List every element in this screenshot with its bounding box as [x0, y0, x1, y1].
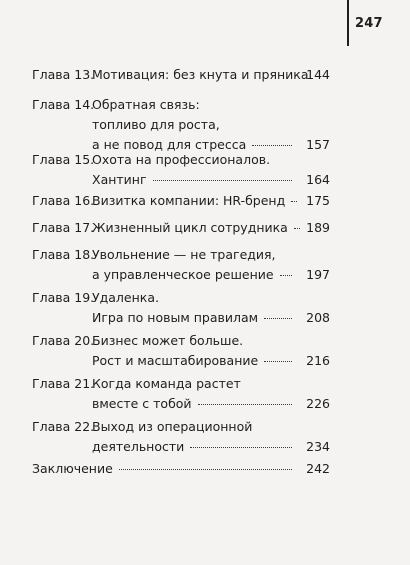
chapter-title-text: Хантинг [92, 172, 147, 187]
page-reference: 242 [306, 461, 330, 476]
chapter-title-line [92, 352, 298, 370]
chapter-title-text: топливо для роста, [92, 117, 220, 132]
chapter-title-text: Рост и масштабирование [92, 353, 259, 368]
chapter-title-line [92, 395, 298, 413]
page-number: 247 [355, 16, 383, 31]
page-reference: 175 [306, 193, 330, 208]
page-reference: 234 [306, 439, 330, 454]
dot-leader [264, 318, 292, 319]
page-reference: 226 [306, 396, 330, 411]
chapter-title-text: Жизненный цикл сотрудника [92, 220, 288, 235]
dot-leader [264, 361, 292, 362]
chapter-title-line [92, 192, 298, 210]
chapter-title-line [92, 332, 330, 350]
page-reference: 197 [306, 267, 330, 282]
chapter-label: Глава 20. [32, 333, 95, 348]
chapter-title-text: Визитка компании: HR-бренд [92, 193, 286, 208]
chapter-title-line [92, 219, 298, 237]
chapter-title-text: вместе с тобой [92, 396, 192, 411]
page-reference: 164 [306, 172, 330, 187]
chapter-title-line [92, 289, 330, 307]
chapter-title-line [92, 309, 298, 327]
dot-leader [294, 228, 300, 229]
chapter-title-line [32, 460, 298, 478]
page-reference: 144 [306, 67, 330, 82]
chapter-title-text: Когда команда растет [92, 376, 241, 391]
chapter-label: Глава 17. [32, 220, 95, 235]
chapter-title-text: Бизнес может больше. [92, 333, 244, 348]
chapter-title-text: деятельности [92, 439, 185, 454]
chapter-title-line [92, 438, 298, 456]
chapter-label: Глава 19. [32, 290, 95, 305]
chapter-title-line [92, 171, 298, 189]
chapter-title-line [92, 246, 330, 264]
chapter-title-text: Обратная связь: [92, 97, 200, 112]
dot-leader [153, 180, 292, 181]
chapter-label: Глава 16. [32, 193, 95, 208]
chapter-title-text: а управленческое решение [92, 267, 274, 282]
chapter-title-text: Охота на профессионалов. [92, 152, 271, 167]
dot-leader [291, 201, 297, 202]
chapter-title-line [92, 418, 330, 436]
chapter-title-text: Увольнение — не трагедия, [92, 247, 276, 262]
chapter-label: Глава 21. [32, 376, 95, 391]
chapter-label: Глава 18. [32, 247, 95, 262]
chapter-title-text: Мотивация: без кнута и пряника [92, 67, 309, 82]
chapter-title-text: Игра по новым правилам [92, 310, 259, 325]
chapter-label: Глава 22. [32, 419, 95, 434]
dot-leader [198, 404, 292, 405]
chapter-title-text: Выход из операционной [92, 419, 253, 434]
chapter-label: Глава 15. [32, 152, 95, 167]
chapter-title-line [92, 266, 298, 284]
dot-leader [119, 469, 292, 470]
chapter-label: Глава 14. [32, 97, 95, 112]
chapter-title-text: Удаленка. [92, 290, 159, 305]
chapter-title-line [92, 116, 330, 134]
page-reference: 157 [306, 137, 330, 152]
dot-leader [190, 447, 292, 448]
chapter-title-line [92, 151, 330, 169]
chapter-title-text: Заключение [32, 461, 113, 476]
page-reference: 216 [306, 353, 330, 368]
dot-leader [252, 145, 292, 146]
chapter-title-line [92, 96, 330, 114]
chapter-label: Глава 13. [32, 67, 95, 82]
dot-leader [280, 275, 292, 276]
page-reference: 189 [306, 220, 330, 235]
chapter-title-line [92, 66, 309, 84]
chapter-title-text: а не повод для стресса [92, 137, 247, 152]
page-reference: 208 [306, 310, 330, 325]
chapter-title-line [92, 375, 330, 393]
